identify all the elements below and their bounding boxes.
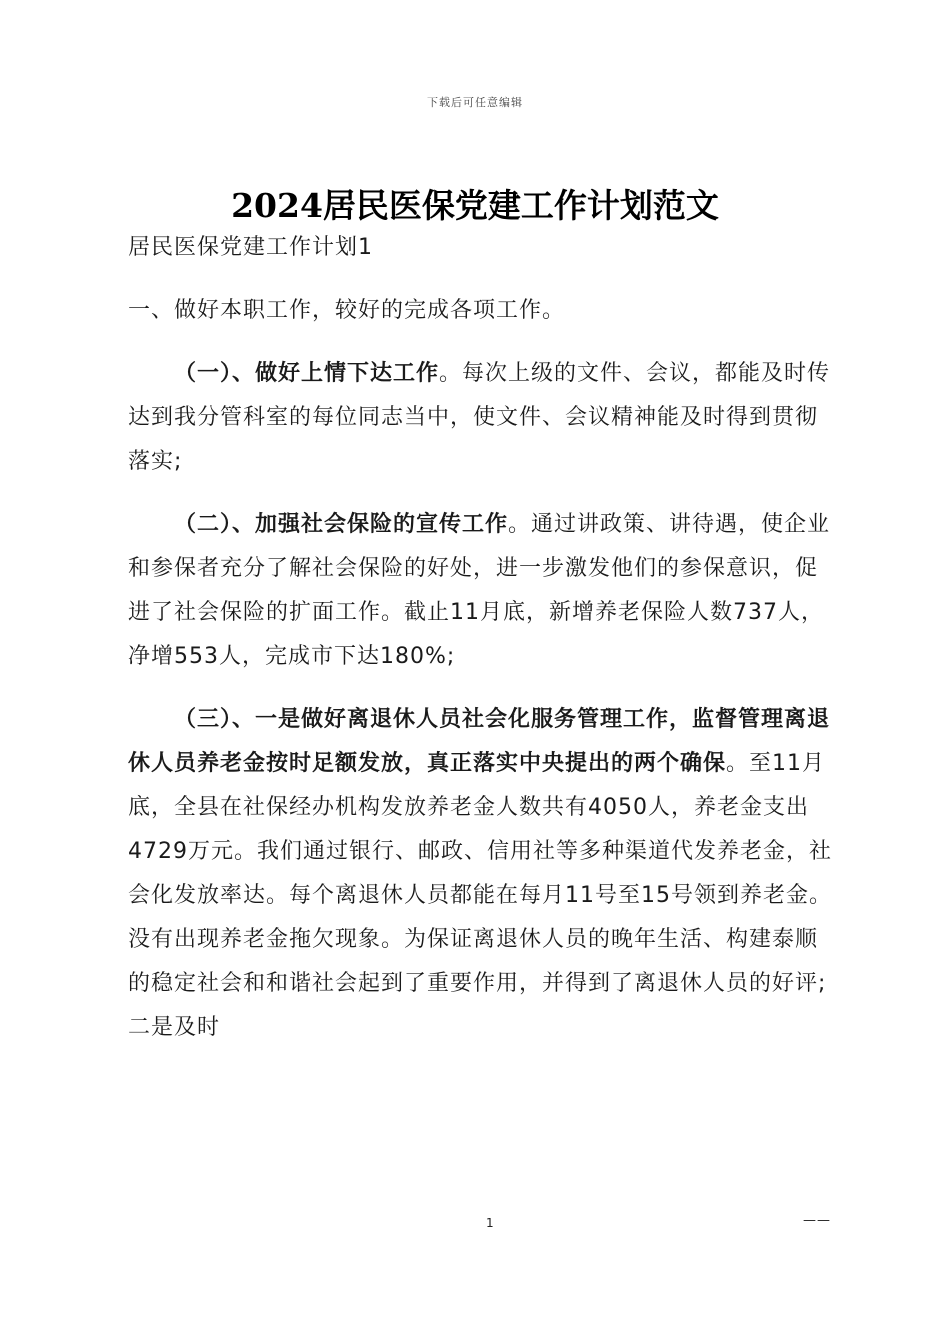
document-subtitle: 居民医保党建工作计划1	[128, 235, 373, 260]
paragraph-body: 。通过讲政策、讲待遇，使企业和参保者充分了解社会保险的好处，进一步激发他们的参保意识，促进了社会保险的扩面工作。截止11月底，新增养老保险人数737人，净增553人，完成市下达180%;	[128, 512, 831, 669]
paragraph-lead: （三）、一是做好离退休人员社会化服务管理工作，监督管理离退休人员养老金按时足额发放，真正落实中央提出的两个确保	[128, 707, 831, 776]
paragraph-item-1	[128, 352, 834, 484]
paragraph-item-3	[128, 698, 834, 1050]
paragraph-body: 。每次上级的文件、会议，都能及时传达到我分管科室的每位同志当中，使文件、会议精神能及时得到贯彻落实;	[128, 361, 831, 474]
document-title: 2024居民医保党建工作计划范文	[231, 186, 719, 225]
paragraph-lead: （一）、做好上情下达工作	[174, 361, 440, 386]
footer-dash: ——	[803, 1213, 831, 1228]
document-body	[128, 222, 834, 1050]
header-note: 下载后可任意编辑	[427, 96, 523, 109]
section-heading: 一、做好本职工作，较好的完成各项工作。	[128, 298, 566, 323]
paragraph-lead: （二）、加强社会保险的宣传工作	[174, 512, 509, 537]
paragraph-body: 。至11月底，全县在社保经办机构发放养老金人数共有4050人，养老金支出4729万元。我们通过银行、邮政、信用社等多种渠道代发养老金，社会化发放率达。每个离退休人员都能在每月11号至15号领到养老金。没有出现养老金拖欠现象。为保证离退休人员的晚年生活、构建泰顺的稳定社会和和谐社会起到了重要作用，并得到了离退休人员的好评;二是及时	[128, 751, 832, 1040]
paragraph-item-2	[128, 503, 834, 679]
page-number: 1	[486, 1216, 494, 1230]
